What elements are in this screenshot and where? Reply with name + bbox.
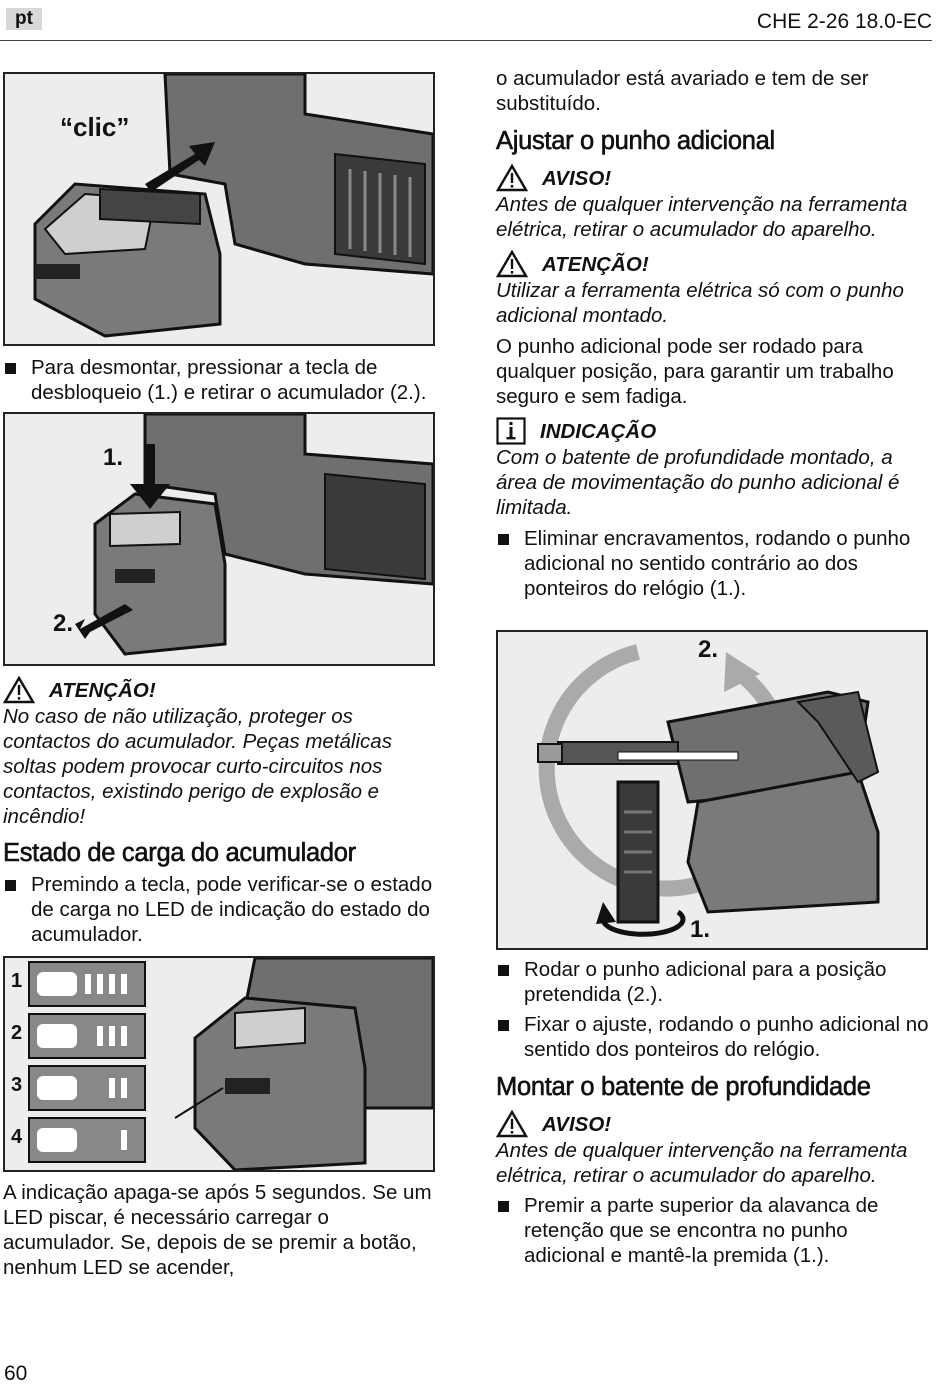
figure-led-indicator bbox=[3, 956, 435, 1172]
remove-battery-instruction bbox=[3, 355, 471, 405]
led-row-3-label: 3 bbox=[11, 1074, 23, 1096]
atencao-heading bbox=[496, 250, 932, 278]
warning-triangle-icon bbox=[3, 676, 35, 704]
warning-triangle-icon bbox=[496, 1110, 528, 1138]
rotate-bullet-text: Rodar o punho adicional para a posição pretendida (2.). bbox=[524, 958, 887, 1006]
warning-triangle-icon bbox=[496, 164, 528, 192]
rotate-step1-label: 1. bbox=[690, 916, 711, 943]
figure-battery-insert bbox=[3, 72, 435, 346]
rotate-bullet bbox=[496, 957, 932, 1007]
atencao-title: ATENÇÃO! bbox=[542, 252, 649, 276]
handle-heading: Ajustar o punho adicional bbox=[496, 127, 775, 155]
aviso2-text: Antes de qualquer intervenção na ferramenta elétrica, retirar o acumulador do aparelho. bbox=[496, 1139, 908, 1187]
language-badge: pt bbox=[6, 8, 42, 30]
fix-bullet bbox=[496, 1012, 932, 1062]
charge-bullet bbox=[3, 872, 443, 947]
press-lever-bullet bbox=[496, 1193, 932, 1268]
led-explanation bbox=[3, 1180, 433, 1280]
step1-label: 1. bbox=[103, 444, 124, 471]
step2-label: 2. bbox=[53, 610, 74, 637]
warning-triangle-icon bbox=[496, 250, 528, 278]
depth-heading: Montar o batente de profundidade bbox=[496, 1073, 871, 1101]
header-divider bbox=[0, 40, 932, 41]
charge-section bbox=[3, 838, 443, 947]
page-number: 60 bbox=[4, 1362, 28, 1385]
handle-text: O punho adicional pode ser rodado para qualquer posição, para garantir um trabalho seguro e sem fadiga. bbox=[496, 335, 894, 408]
figure-handle-rotation bbox=[496, 630, 928, 950]
indicacao-heading bbox=[496, 417, 932, 445]
aviso1-title: AVISO! bbox=[542, 166, 612, 190]
continuation-text: o acumulador está avariado e tem de ser substituído. bbox=[496, 67, 869, 115]
aviso2-heading bbox=[496, 1110, 932, 1138]
right-column bbox=[496, 66, 932, 601]
click-label: “clic” bbox=[60, 112, 130, 142]
aviso1-text: Antes de qualquer intervenção na ferramenta elétrica, retirar o acumulador do aparelho. bbox=[496, 193, 908, 241]
indicacao-title: INDICAÇÃO bbox=[540, 419, 657, 443]
press-lever-bullet-text: Premir a parte superior da alavanca de retenção que se encontra no punho adicional e mantê-la premida (1.). bbox=[524, 1194, 879, 1267]
warning-title: ATENÇÃO! bbox=[49, 678, 156, 702]
info-icon bbox=[496, 417, 526, 445]
unlock-bullet bbox=[496, 526, 932, 601]
charge-bullet-text: Premindo a tecla, pode verificar-se o estado de carga no LED de indicação do estado do acumulador. bbox=[31, 873, 433, 946]
charge-heading: Estado de carga do acumulador bbox=[3, 839, 356, 867]
remove-battery-text: Para desmontar, pressionar a tecla de desbloqueio (1.) e retirar o acumulador (2.). bbox=[31, 356, 427, 404]
aviso2-title: AVISO! bbox=[542, 1112, 612, 1136]
unlock-bullet-text: Eliminar encravamentos, rodando o punho adicional no sentido contrário ao dos ponteiros do relógio (1.). bbox=[524, 527, 911, 600]
led-explanation-text: A indicação apaga-se após 5 segundos. Se um LED piscar, é necessário carregar o acumulador. Se, depois de se premir a botão, nenhum LED se acender, bbox=[3, 1181, 432, 1279]
fix-bullet-text: Fixar o ajuste, rodando o punho adicional no sentido dos ponteiros do relógio. bbox=[524, 1013, 929, 1061]
warning-block-left bbox=[3, 676, 443, 829]
led-row-1-label: 1 bbox=[11, 970, 23, 992]
atencao-text: Utilizar a ferramenta elétrica só com o punho adicional montado. bbox=[496, 279, 904, 327]
model-name: CHE 2-26 18.0-EC bbox=[756, 10, 932, 33]
right-column-lower bbox=[496, 957, 932, 1268]
indicacao-text: Com o batente de profundidade montado, a área de movimentação do punho adicional é limitada. bbox=[496, 446, 900, 519]
rotate-step2-label: 2. bbox=[698, 636, 719, 663]
led-row-4-label: 4 bbox=[11, 1126, 23, 1148]
figure-battery-remove bbox=[3, 412, 435, 666]
led-row-2-label: 2 bbox=[11, 1022, 23, 1044]
warning-text: No caso de não utilização, proteger os contactos do acumulador. Peças metálicas soltas podem provocar curto-circuitos nos contactos, existindo perigo de explosão e incêndio! bbox=[3, 705, 392, 828]
warning-heading bbox=[3, 676, 443, 704]
aviso1-heading bbox=[496, 164, 932, 192]
